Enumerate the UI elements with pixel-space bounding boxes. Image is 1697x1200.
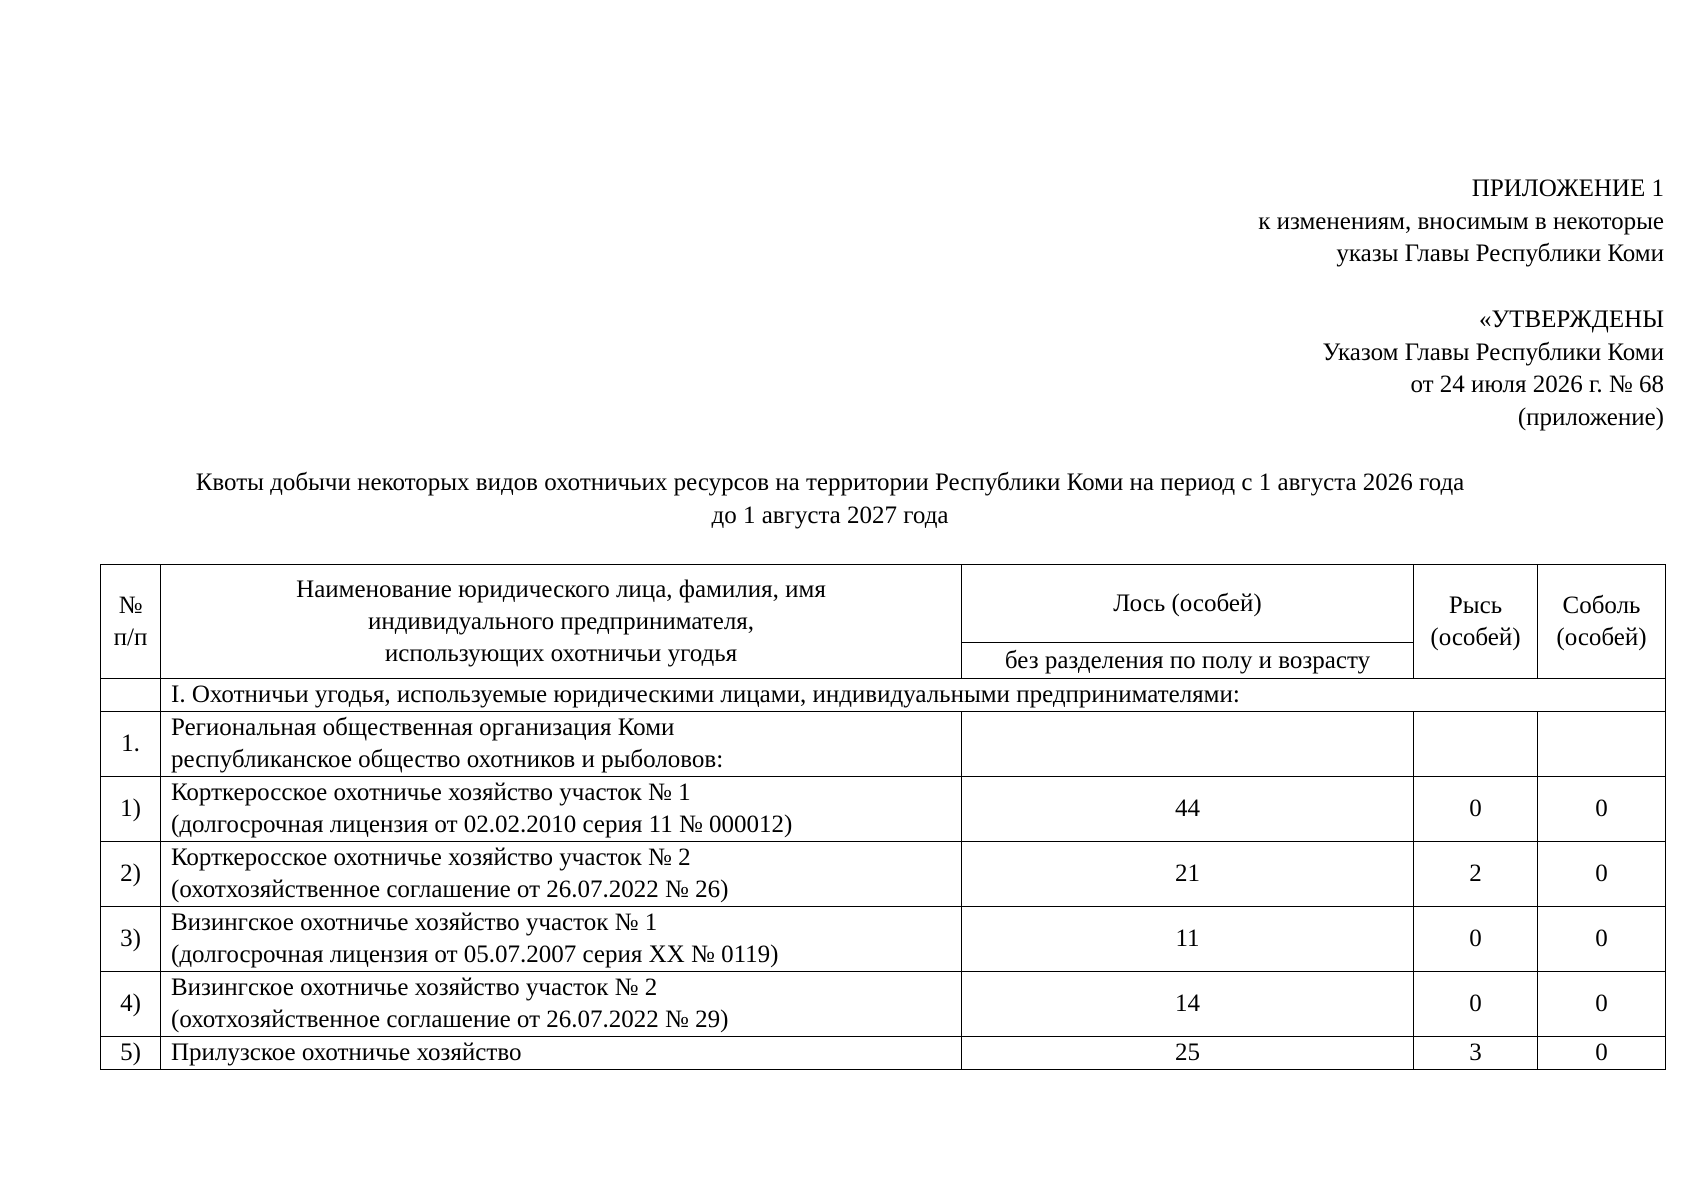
row-name: Корткеросское охотничье хозяйство участок № 2 (охотхозяйственное соглашение от 26.07.2022 № 26) (161, 842, 962, 907)
annex-line: к изменениям, вносимым в некоторые (1258, 207, 1664, 235)
approved-header (1322, 304, 1664, 434)
row-sable: 0 (1538, 972, 1666, 1037)
table-section-row (101, 679, 1666, 712)
row-moose (962, 712, 1414, 777)
approved-line: (приложение) (1517, 403, 1664, 431)
row-sable: 0 (1538, 907, 1666, 972)
annex-line: ПРИЛОЖЕНИЕ 1 (1471, 175, 1664, 202)
approved-line: от 24 июля 2026 г. № 68 (1410, 371, 1664, 398)
row-sable (1538, 712, 1666, 777)
table-row (101, 907, 1666, 972)
row-num: 3) (101, 907, 161, 972)
table-header-row (101, 565, 1666, 643)
title-line: Квоты добычи некоторых видов охотничьих ресурсов на территории Республики Коми на период с 1 августа 2026 года (195, 469, 1465, 496)
approved-line: Указом Главы Республики Коми (1322, 338, 1664, 366)
row-lynx (1414, 712, 1538, 777)
header-sable: Соболь (особей) (1538, 565, 1666, 679)
row-name: Визингское охотничье хозяйство участок № 1 (долгосрочная лицензия от 05.07.2007 серия ХХ № 0119) (161, 907, 962, 972)
row-moose: 25 (962, 1037, 1414, 1070)
title-line: до 1 августа 2027 года (711, 502, 949, 529)
annex-line: указы Главы Республики Коми (1336, 240, 1664, 267)
header-moose-sub: без разделения по полу и возрасту (962, 643, 1414, 679)
row-lynx: 0 (1414, 907, 1538, 972)
row-lynx: 2 (1414, 842, 1538, 907)
table-row (101, 712, 1666, 777)
table-row (101, 972, 1666, 1037)
header-name: Наименование юридического лица, фамилия, имя индивидуального предпринимателя, использующих охотничьи угодья (161, 565, 962, 679)
approved-line: «УТВЕРЖДЕНЫ (1478, 306, 1664, 333)
header-lynx: Рысь (особей) (1414, 565, 1538, 679)
row-sable: 0 (1538, 777, 1666, 842)
header-num: № п/п (101, 565, 161, 679)
row-num: 5) (101, 1037, 161, 1070)
row-name: Региональная общественная организация Коми республиканское общество охотников и рыболовов: (161, 712, 962, 777)
row-name: Прилузское охотничье хозяйство (161, 1037, 962, 1070)
row-moose: 21 (962, 842, 1414, 907)
table-row (101, 777, 1666, 842)
row-lynx: 0 (1414, 972, 1538, 1037)
row-sable: 0 (1538, 1037, 1666, 1070)
row-num: 1) (101, 777, 161, 842)
row-moose: 14 (962, 972, 1414, 1037)
row-num: 2) (101, 842, 161, 907)
header-moose: Лось (особей) (962, 565, 1414, 643)
row-moose: 11 (962, 907, 1414, 972)
row-sable: 0 (1538, 842, 1666, 907)
document-title (100, 466, 1560, 532)
section-num-cell (101, 679, 161, 712)
row-lynx: 0 (1414, 777, 1538, 842)
table-row (101, 1037, 1666, 1070)
quota-table (100, 564, 1666, 1070)
row-lynx: 3 (1414, 1037, 1538, 1070)
row-name: Корткеросское охотничье хозяйство участок № 1 (долгосрочная лицензия от 02.02.2010 серия 11 № 000012) (161, 777, 962, 842)
table-row (101, 842, 1666, 907)
row-name: Визингское охотничье хозяйство участок № 2 (охотхозяйственное соглашение от 26.07.2022 № 29) (161, 972, 962, 1037)
row-moose: 44 (962, 777, 1414, 842)
row-num: 4) (101, 972, 161, 1037)
row-num: 1. (101, 712, 161, 777)
section-title: I. Охотничьи угодья, используемые юридическими лицами, индивидуальными предпринимателями: (161, 679, 1666, 712)
annex-header (1258, 173, 1664, 271)
